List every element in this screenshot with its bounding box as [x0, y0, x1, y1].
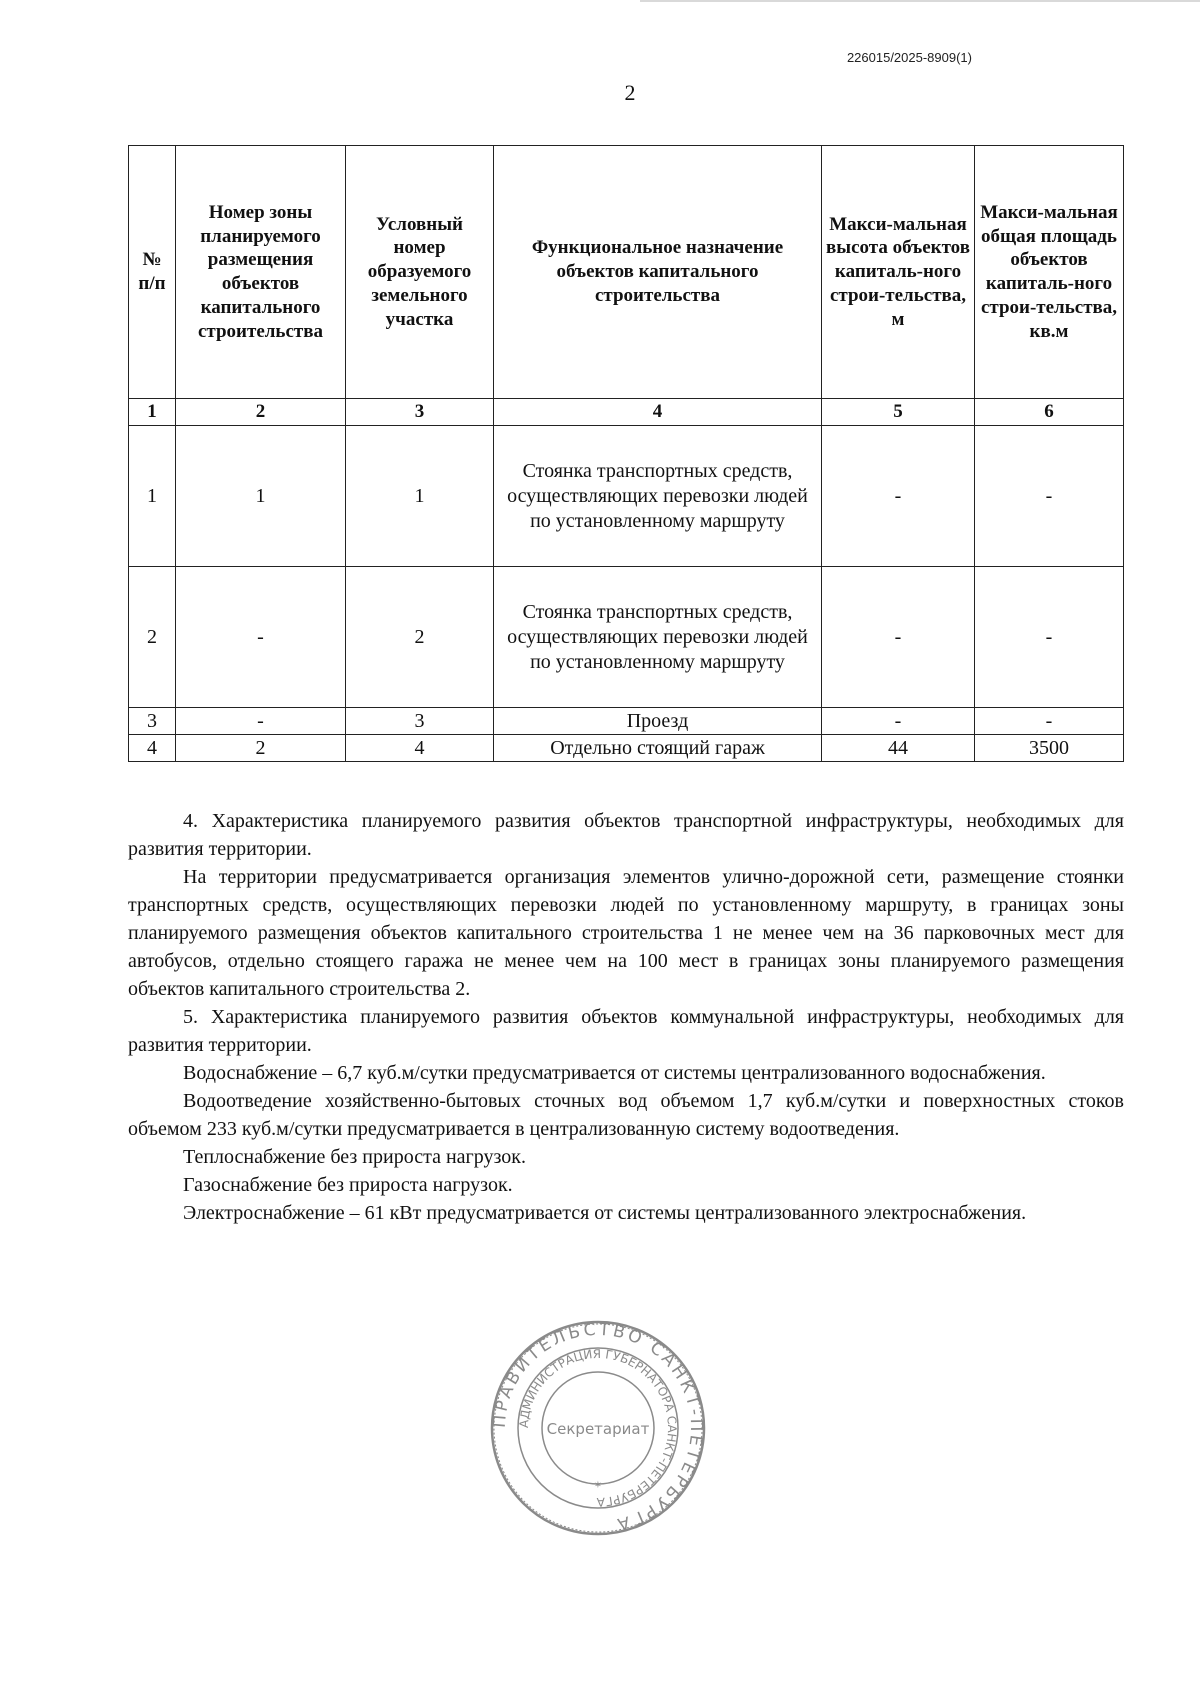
table-cell: 2	[346, 567, 494, 708]
table-cell: -	[822, 426, 975, 567]
header-cell: Условный номер образуемого земельного участка	[346, 146, 494, 399]
table-cell: Стоянка транспортных средств, осуществляющих перевозки людей по установленному маршруту	[494, 426, 822, 567]
table-cell: 4	[346, 735, 494, 762]
table-cell: Проезд	[494, 708, 822, 735]
header-cell: Номер зоны планируемого размещения объектов капитального строительства	[176, 146, 346, 399]
table-cell: -	[975, 708, 1124, 735]
column-number: 3	[346, 399, 494, 426]
paragraph: На территории предусматривается организация элементов улично-дорожной сети, размещение стоянки транспортных средств, осуществляющих перевозки людей по установленному маршруту, в границах зоны планируемого размещения объектов капитального строительства 1 не менее чем на 36 парковочных мест для автобусов, отдельно стоящего гаража не менее чем на 100 мест в границах зоны планируемого размещения объектов капитального строительства 2.	[128, 866, 1124, 1000]
stamp-star-icon: ✶	[593, 1480, 603, 1491]
paragraph: Водоотведение хозяйственно-бытовых сточных вод объемом 1,7 куб.м/сутки и поверхностных стоков объемом 233 куб.м/сутки предусматривается в централизованную систему водоотведения.	[128, 1090, 1124, 1140]
official-stamp	[488, 1318, 708, 1538]
table-cell: -	[176, 567, 346, 708]
header-cell: № п/п	[129, 146, 176, 399]
paragraph: Электроснабжение – 61 кВт предусматривается от системы централизованного электроснабжения.	[183, 1202, 1027, 1224]
stamp-center-text: Секретариат	[546, 1420, 650, 1438]
stamp-inner-text: АДМИНИСТРАЦИЯ ГУБЕРНАТОРА САНКТ-ПЕТЕРБУРГА	[516, 1346, 680, 1510]
table-row	[129, 735, 1124, 762]
table-cell: -	[822, 708, 975, 735]
table-cell: -	[975, 426, 1124, 567]
body-text	[128, 807, 1124, 1227]
table-cell: 3	[346, 708, 494, 735]
table-cell: 3500	[975, 735, 1124, 762]
column-number: 6	[975, 399, 1124, 426]
table-cell: Отдельно стоящий гараж	[494, 735, 822, 762]
stamp-outer-text: ПРАВИТЕЛЬСТВО САНКТ-ПЕТЕРБУРГА	[489, 1319, 707, 1535]
table-cell: -	[176, 708, 346, 735]
column-number: 2	[176, 399, 346, 426]
table-cell: 1	[129, 426, 176, 567]
paragraph: Теплоснабжение без прироста нагрузок.	[183, 1146, 526, 1168]
column-number: 4	[494, 399, 822, 426]
table-cell: 44	[822, 735, 975, 762]
section-heading: 5. Характеристика планируемого развития объектов коммунальной инфраструктуры, необходимых для развития территории.	[128, 1006, 1124, 1056]
column-number: 1	[129, 399, 176, 426]
paragraph: Газоснабжение без прироста нагрузок.	[183, 1174, 513, 1196]
table-cell: 3	[129, 708, 176, 735]
paragraph: Водоснабжение – 6,7 куб.м/сутки предусматривается от системы централизованного водоснабжения.	[183, 1062, 1046, 1084]
header-cell: Макси-мальная общая площадь объектов капиталь-ного строи-тельства, кв.м	[975, 146, 1124, 399]
table-row	[129, 426, 1124, 567]
table-cell: -	[975, 567, 1124, 708]
table-cell: 1	[346, 426, 494, 567]
header-cell: Функциональное назначение объектов капитального строительства	[494, 146, 822, 399]
column-number: 5	[822, 399, 975, 426]
objects-table	[128, 145, 1124, 762]
table-cell: 1	[176, 426, 346, 567]
table-row	[129, 708, 1124, 735]
section-heading: 4. Характеристика планируемого развития объектов транспортной инфраструктуры, необходимых для развития территории.	[128, 810, 1124, 860]
table-row	[129, 567, 1124, 708]
document-id: 226015/2025-8909(1)	[846, 50, 972, 65]
table-cell: 2	[129, 567, 176, 708]
table-cell: 4	[129, 735, 176, 762]
top-edge-line	[640, 0, 1200, 2]
table-cell: Стоянка транспортных средств, осуществляющих перевозки людей по установленному маршруту	[494, 567, 822, 708]
table-cell: 2	[176, 735, 346, 762]
table-cell: -	[822, 567, 975, 708]
page-number: 2	[624, 80, 636, 105]
header-cell: Макси-мальная высота объектов капиталь-ного строи-тельства, м	[822, 146, 975, 399]
